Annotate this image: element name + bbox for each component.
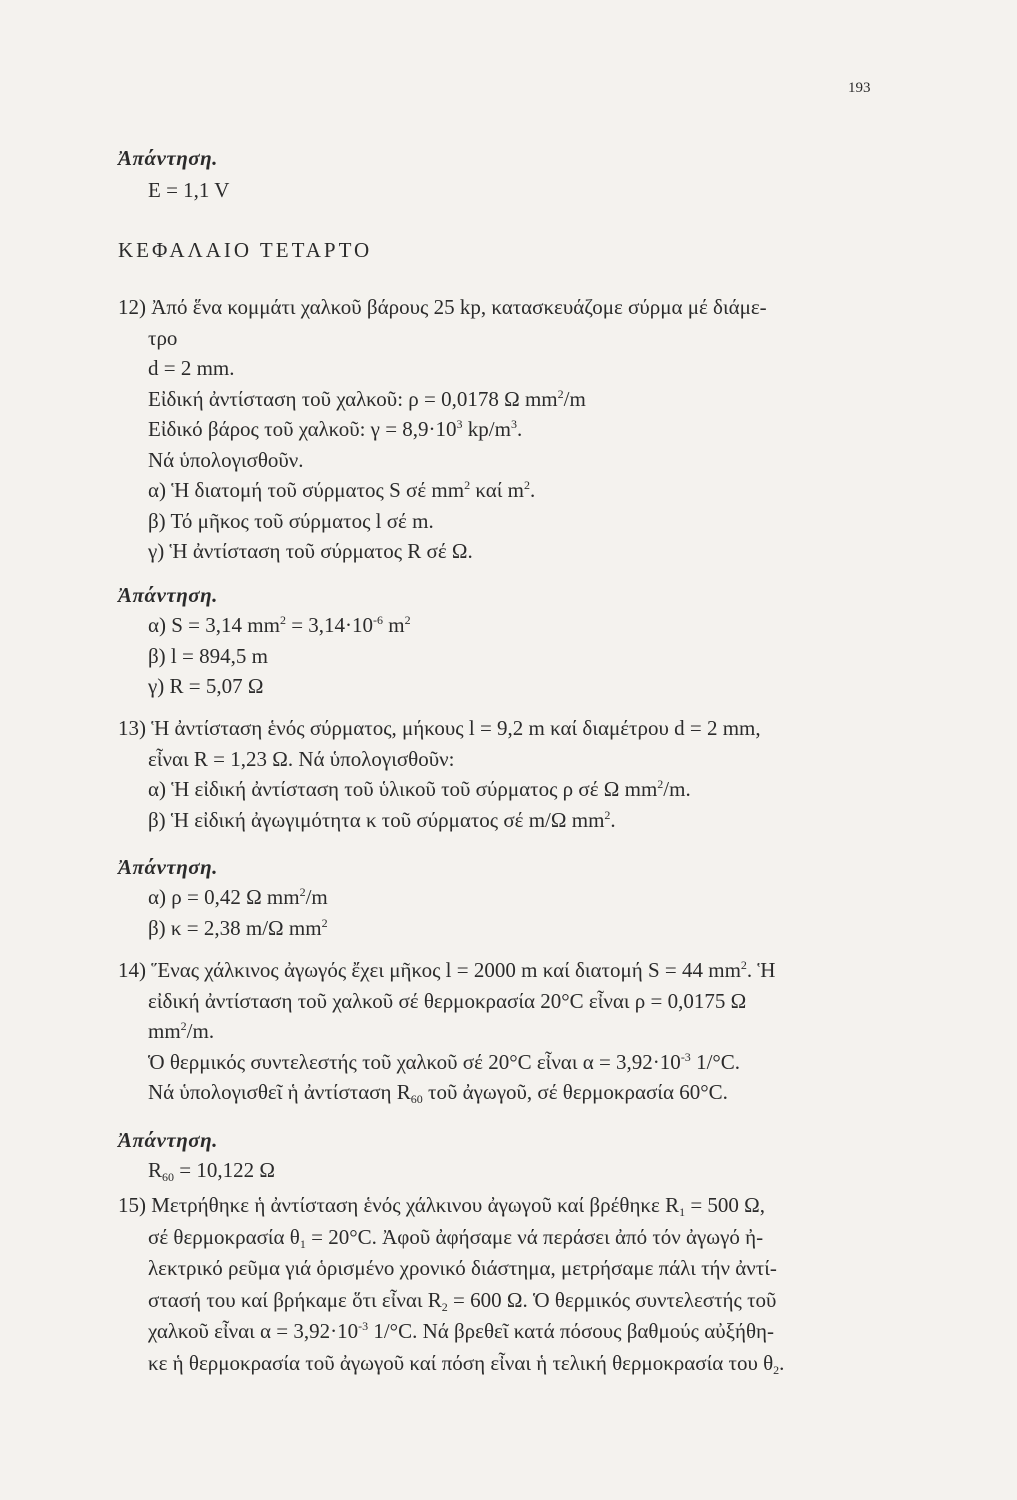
- problem-line: 12) Ἀπό ἕνα κομμάτι χαλκοῦ βάρους 25 kp, κατασκευάζομε σύρμα μέ διάμε-: [118, 295, 767, 319]
- answer-line: γ) R = 5,07 Ω: [148, 674, 264, 698]
- problem-line: 14) Ἕνας χάλκινος ἀγωγός ἔχει μῆκος l = 2000 m καί διατομή S = 44 $mm^2$. Ἡ: [118, 958, 776, 982]
- answer-line: β) l = 894,5 m: [148, 643, 268, 668]
- answer-line: $R_{60} = 10,122$ Ω: [148, 1158, 275, 1184]
- page-number: 193: [848, 80, 871, 96]
- problem-line: Ὁ θερμικός συντελεστής τοῦ χαλκοῦ σέ 20°C εἶναι $\alpha = 3,92\cdot 10^{-3}$ 1/°C.: [148, 1049, 741, 1074]
- problem-line: d = 2 mm.: [148, 356, 235, 380]
- problem-line: 13) Ἡ ἀντίσταση ἑνός σύρματος, μήκους l = 9,2 m καί διαμέτρου d = 2 mm,: [118, 716, 761, 740]
- answer-heading: Ἀπάντηση.: [118, 146, 218, 170]
- problem-line: Νά ὑπολογισθεῖ ἡ ἀντίσταση $R_{60}$ τοῦ ἀγωγοῦ, σέ θερμοκρασία 60°C.: [148, 1080, 728, 1106]
- answer-line: α) ρ = 0,42 Ω $mm^2/m$: [148, 885, 328, 909]
- problem-line: Εἰδική ἀντίσταση τοῦ χαλκοῦ: ρ = 0,0178 Ω $mm^2/m$: [148, 386, 586, 411]
- problem-12: [118, 292, 898, 567]
- answer-line: E = 1,1 V: [148, 178, 230, 202]
- problem-line: χαλκοῦ εἶναι $\alpha = 3,92\cdot 10^{-3}$ 1/°C. Νά βρεθεῖ κατά πόσους βαθμούς αὐξήθη-: [148, 1319, 774, 1343]
- problem-line: κε ἡ θερμοκρασία τοῦ ἀγωγοῦ καί πόση εἶναι ἡ τελική θερμοκρασία του $\theta_2$.: [148, 1350, 785, 1377]
- problem-13: [118, 713, 898, 835]
- problem-line: α) Ἡ εἰδική ἀντίσταση τοῦ ὑλικοῦ τοῦ σύρματος ρ σέ Ω $mm^2/m$.: [148, 777, 691, 801]
- problem-line: β) Τό μῆκος τοῦ σύρματος l σέ m.: [148, 508, 434, 533]
- answer-12: [118, 610, 898, 702]
- answer-heading: Ἀπάντηση.: [118, 1128, 218, 1152]
- problem-line: σέ θερμοκρασία $\theta_1 = 20^\circ C$. Ἀφοῦ ἀφήσαμε νά περάσει ἀπό τόν ἀγωγό ἠ-: [148, 1224, 764, 1251]
- problem-line: α) Ἡ διατομή τοῦ σύρματος S σέ $mm^2$ καί $m^2$.: [148, 478, 536, 502]
- answer-13: [118, 882, 898, 943]
- answer-line: β) κ = 2,38 m/Ω $mm^2$: [148, 915, 328, 940]
- problem-line: εἶναι R = 1,23 Ω. Νά ὑπολογισθοῦν:: [148, 746, 455, 771]
- problem-line: τρο: [148, 325, 178, 350]
- problem-line: εἰδική ἀντίσταση τοῦ χαλκοῦ σέ θερμοκρασία 20°C εἶναι ρ = 0,0175 Ω: [148, 988, 747, 1013]
- problem-14: [118, 955, 898, 1108]
- problem-15: [118, 1190, 898, 1379]
- problem-line: Εἰδικό βάρος τοῦ χαλκοῦ: $\gamma = 8,9\cdot 10^3$ $kp/m^3$.: [148, 417, 523, 441]
- answer-heading: Ἀπάντηση.: [118, 855, 218, 879]
- answer-heading: Ἀπάντηση.: [118, 583, 218, 607]
- answer-14: [118, 1155, 898, 1186]
- problem-line: γ) Ἡ ἀντίσταση τοῦ σύρματος R σέ Ω.: [148, 539, 473, 563]
- problem-line: στασή του καί βρήκαμε ὅτι εἶναι $R_2 = 600$ Ω. Ὁ θερμικός συντελεστής τοῦ: [148, 1287, 777, 1314]
- problem-line: β) Ἡ εἰδική ἀγωγιμότητα κ τοῦ σύρματος σέ m/Ω $mm^2$.: [148, 807, 616, 832]
- problem-line: λεκτρικό ρεῦμα γιά ὁρισμένο χρονικό διάστημα, μετρήσαμε πάλι τήν ἀντί-: [148, 1256, 777, 1280]
- problem-line: Νά ὑπολογισθοῦν.: [148, 447, 304, 472]
- problem-line: 15) Μετρήθηκε ἡ ἀντίσταση ἑνός χάλκινου ἀγωγοῦ καί βρέθηκε $R_1 = 500$ Ω,: [118, 1193, 766, 1219]
- answer-line: α) S = 3,14 $mm^2 = 3,14\cdot 10^{-6}$ $m^2$: [148, 613, 411, 637]
- problem-line: $mm^2/m$.: [148, 1019, 215, 1043]
- chapter-title: ΚΕΦΑΛΑΙΟ ΤΕΤΑΡΤΟ: [118, 238, 373, 262]
